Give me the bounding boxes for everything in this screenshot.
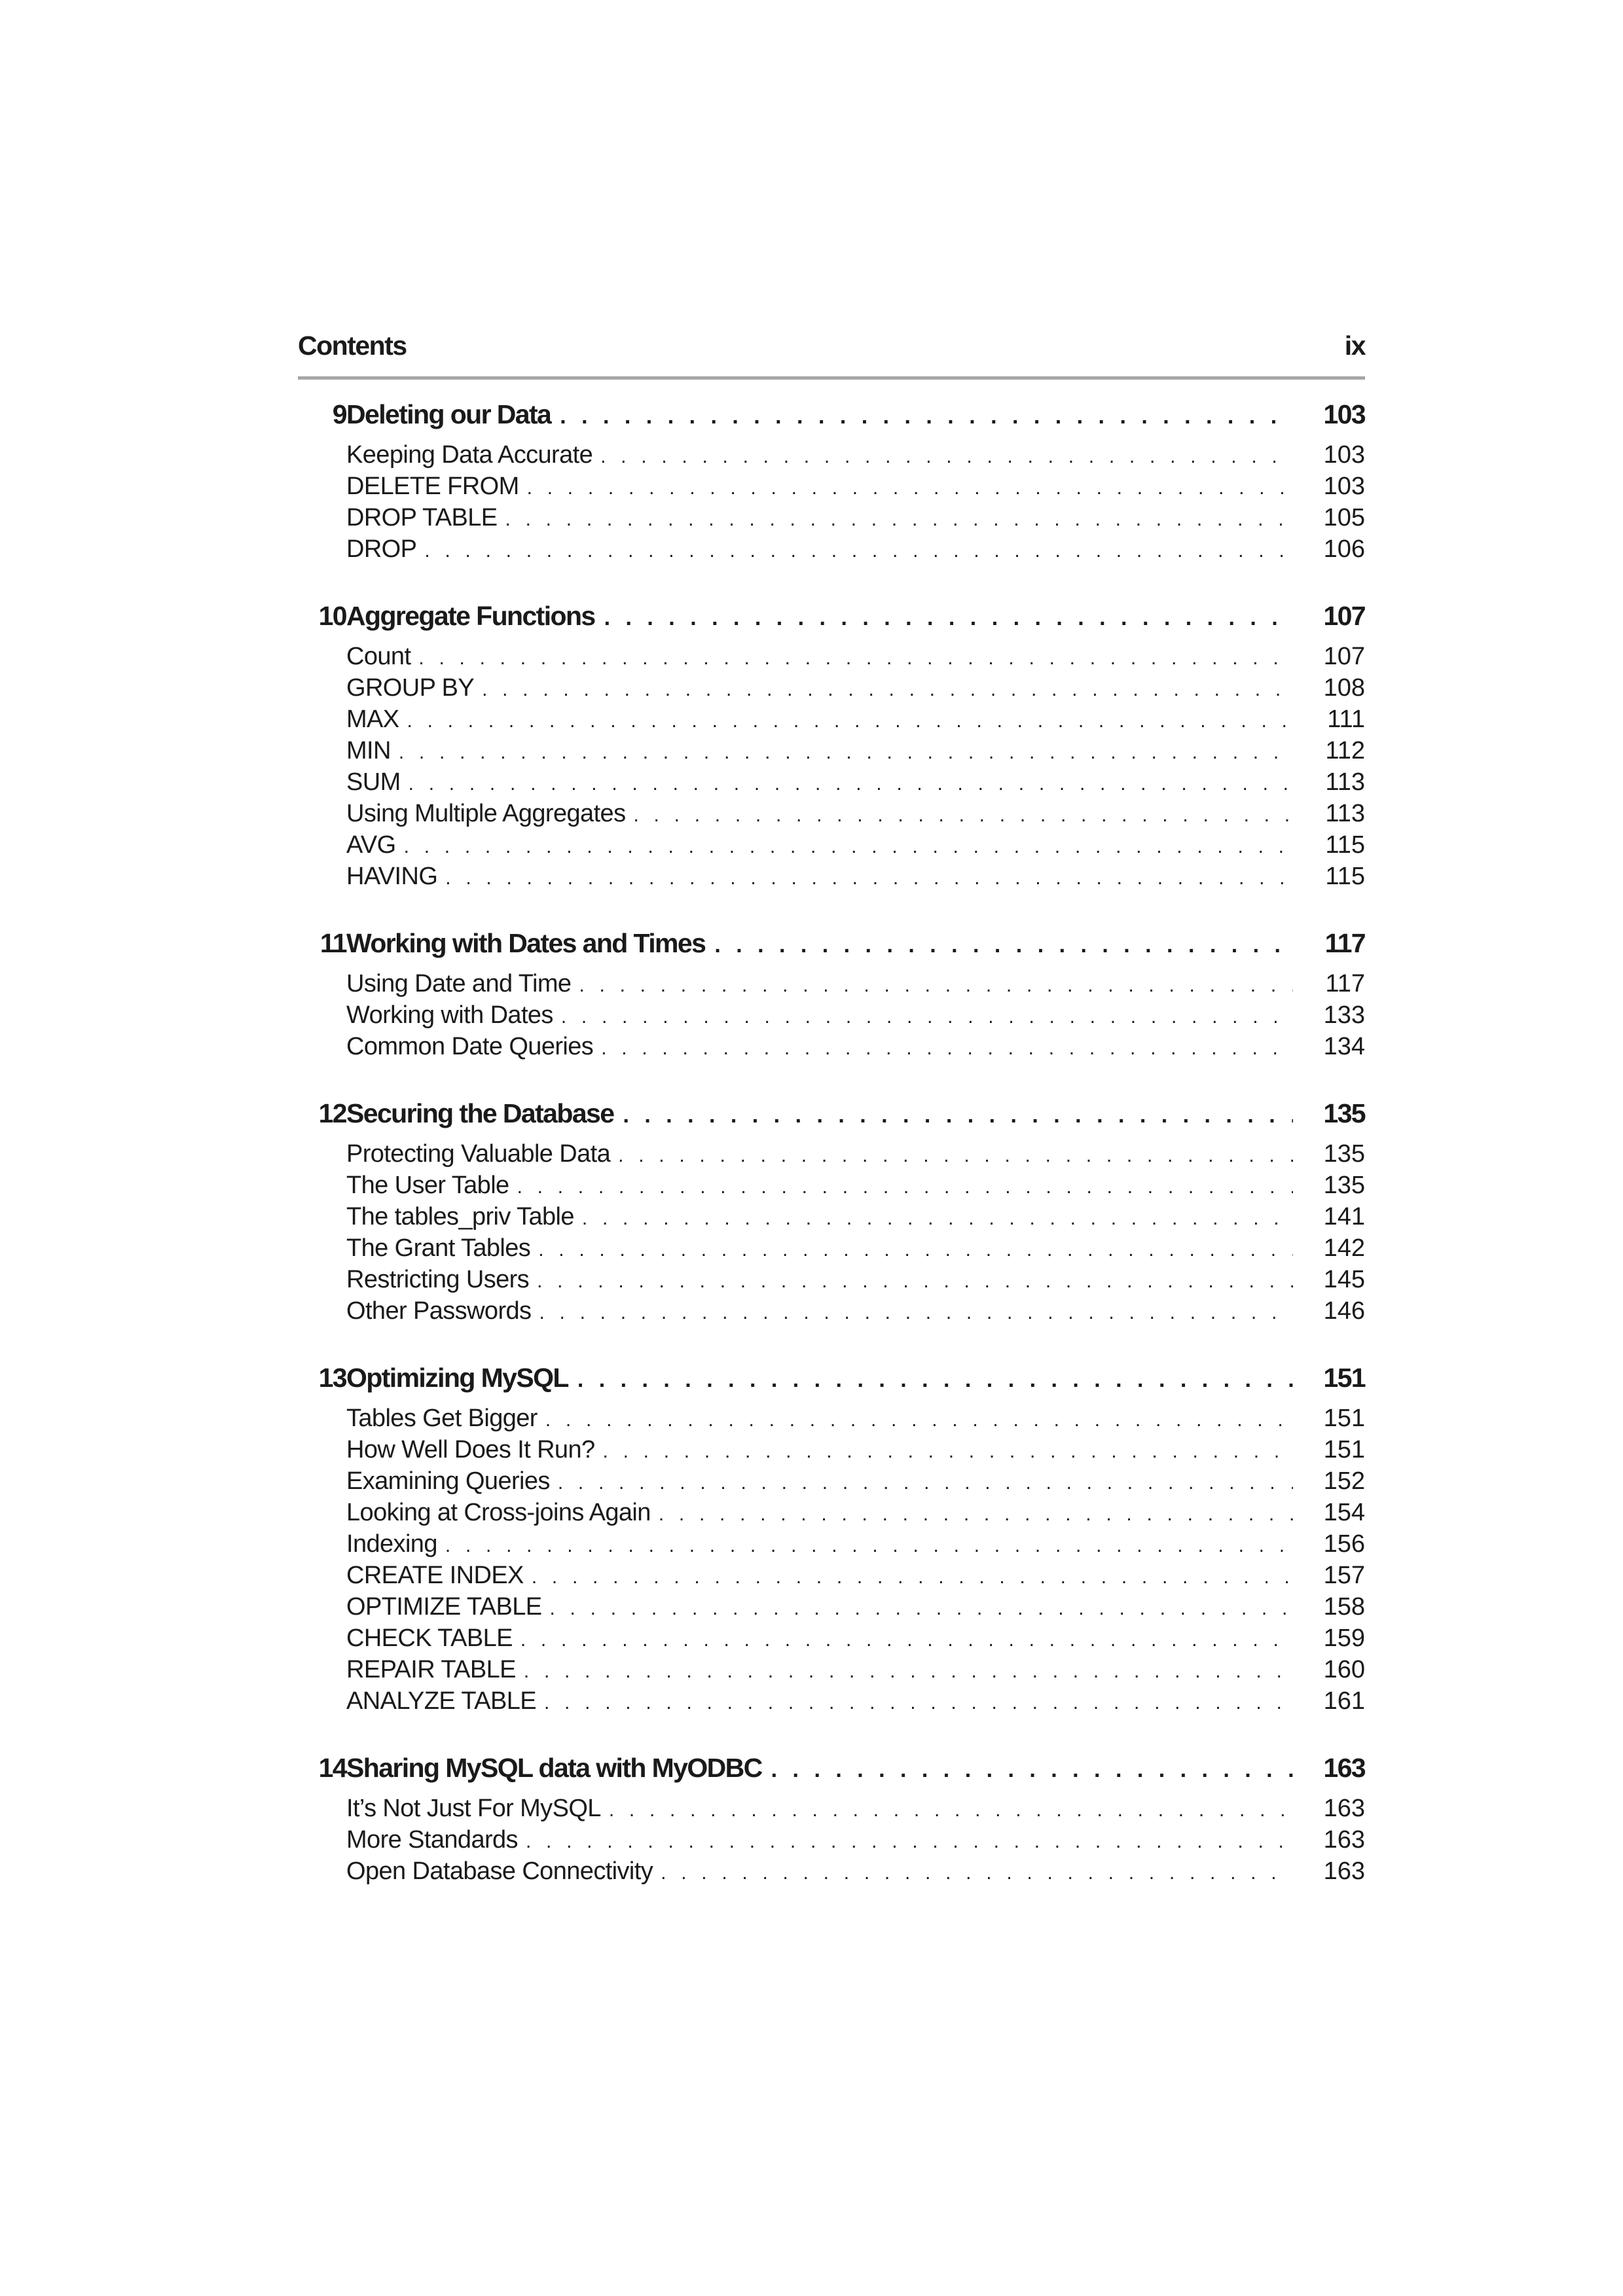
section-page-number: 113 bbox=[1325, 768, 1365, 796]
dot-leader bbox=[445, 1535, 1293, 1557]
chapter-number: 14 bbox=[318, 1753, 346, 1783]
section-page-number: 111 bbox=[1327, 706, 1365, 733]
section-title: Restricting Users bbox=[346, 1266, 530, 1293]
dot-leader bbox=[623, 1103, 1293, 1128]
dot-leader bbox=[600, 446, 1293, 468]
chapter-number: 11 bbox=[319, 928, 346, 958]
dot-leader bbox=[526, 1831, 1293, 1853]
section-page-number: 163 bbox=[1323, 1795, 1365, 1822]
dot-leader bbox=[771, 1757, 1293, 1783]
section-title: It’s Not Just For MySQL bbox=[346, 1795, 601, 1822]
section-title: SUM bbox=[346, 768, 401, 796]
dot-leader bbox=[520, 1629, 1293, 1651]
dot-leader bbox=[601, 1037, 1293, 1060]
dot-leader bbox=[418, 647, 1293, 670]
section-page-number: 156 bbox=[1323, 1530, 1365, 1558]
section-title: DROP TABLE bbox=[346, 504, 498, 531]
section-title: OPTIMIZE TABLE bbox=[346, 1593, 542, 1621]
toc-section-entry[interactable] bbox=[298, 1001, 1365, 1033]
section-title: AVG bbox=[346, 831, 396, 859]
toc-section-entry[interactable] bbox=[298, 441, 1365, 473]
chapter-page-number: 163 bbox=[1323, 1753, 1365, 1783]
dot-leader bbox=[603, 1441, 1293, 1463]
dot-leader bbox=[538, 1239, 1293, 1261]
dot-leader bbox=[399, 742, 1293, 764]
toc-section-entry[interactable] bbox=[298, 1297, 1365, 1329]
section-page-number: 163 bbox=[1323, 1826, 1365, 1854]
dot-leader bbox=[537, 1270, 1293, 1293]
toc-section-entry[interactable] bbox=[298, 1405, 1365, 1436]
section-page-number: 113 bbox=[1325, 800, 1365, 827]
toc-section-entry[interactable] bbox=[298, 1593, 1365, 1624]
chapter-number-cell bbox=[298, 399, 346, 430]
toc-section-entry[interactable] bbox=[298, 1033, 1365, 1064]
section-page-number: 159 bbox=[1323, 1624, 1365, 1652]
section-page-number: 151 bbox=[1323, 1436, 1365, 1463]
toc-section-entry[interactable] bbox=[298, 1234, 1365, 1266]
toc-section-entry[interactable] bbox=[298, 535, 1365, 567]
chapter-title: Deleting our Data bbox=[346, 399, 551, 429]
chapter-title: Aggregate Functions bbox=[346, 601, 595, 631]
toc-section-entry[interactable] bbox=[298, 737, 1365, 768]
toc-page bbox=[298, 331, 1365, 1923]
section-title: Working with Dates bbox=[346, 1001, 553, 1029]
dot-leader bbox=[482, 679, 1293, 701]
dot-leader bbox=[407, 710, 1293, 732]
section-title: Tables Get Bigger bbox=[346, 1405, 538, 1432]
chapter-number-cell bbox=[298, 601, 346, 632]
chapter-page-number: 117 bbox=[1324, 928, 1365, 958]
section-page-number: 105 bbox=[1323, 504, 1365, 531]
dot-leader bbox=[661, 1862, 1293, 1884]
section-title: MIN bbox=[346, 737, 391, 764]
dot-leader bbox=[659, 1503, 1293, 1526]
toc-chapter bbox=[298, 601, 1365, 894]
section-list bbox=[298, 441, 1365, 567]
toc-chapter-entry[interactable] bbox=[298, 928, 1365, 969]
dot-leader bbox=[532, 1566, 1293, 1588]
dot-leader bbox=[424, 540, 1293, 562]
dot-leader bbox=[445, 867, 1293, 889]
section-title: DELETE FROM bbox=[346, 473, 519, 500]
section-page-number: 103 bbox=[1323, 441, 1365, 469]
dot-leader bbox=[560, 404, 1293, 429]
chapter-title: Optimizing MySQL bbox=[346, 1363, 568, 1393]
toc-section-entry[interactable] bbox=[298, 674, 1365, 706]
chapter-page-number: 103 bbox=[1323, 399, 1365, 429]
section-page-number: 152 bbox=[1323, 1467, 1365, 1495]
running-head-title: Contents bbox=[298, 331, 407, 361]
toc-section-entry[interactable] bbox=[298, 863, 1365, 894]
section-page-number: 106 bbox=[1323, 535, 1365, 563]
dot-leader bbox=[604, 605, 1293, 631]
section-page-number: 117 bbox=[1325, 970, 1365, 997]
toc-chapter-entry[interactable] bbox=[298, 399, 1365, 440]
section-title: Count bbox=[346, 643, 411, 670]
section-page-number: 161 bbox=[1323, 1687, 1365, 1715]
section-page-number: 163 bbox=[1323, 1857, 1365, 1885]
dot-leader bbox=[527, 477, 1293, 499]
section-title: Protecting Valuable Data bbox=[346, 1140, 611, 1168]
toc-section-entry[interactable] bbox=[298, 1467, 1365, 1499]
chapter-title: Working with Dates and Times bbox=[346, 928, 706, 958]
chapter-number: 9 bbox=[332, 399, 346, 429]
section-page-number: 103 bbox=[1323, 473, 1365, 500]
section-list bbox=[298, 970, 1365, 1064]
chapter-page-number: 107 bbox=[1323, 601, 1365, 631]
section-title: HAVING bbox=[346, 863, 438, 890]
toc-chapter bbox=[298, 1363, 1365, 1719]
running-head bbox=[298, 331, 1365, 380]
dot-leader bbox=[524, 1660, 1293, 1683]
section-title: CREATE INDEX bbox=[346, 1562, 524, 1589]
section-list bbox=[298, 1405, 1365, 1719]
chapter-page-number: 151 bbox=[1323, 1363, 1365, 1393]
toc-section-entry[interactable] bbox=[298, 1624, 1365, 1656]
section-title: More Standards bbox=[346, 1826, 518, 1854]
dot-leader bbox=[633, 804, 1293, 827]
toc-section-entry[interactable] bbox=[298, 1436, 1365, 1467]
section-title: Examining Queries bbox=[346, 1467, 550, 1495]
toc-section-entry[interactable] bbox=[298, 1656, 1365, 1687]
dot-leader bbox=[409, 773, 1293, 795]
section-page-number: 115 bbox=[1325, 831, 1365, 859]
dot-leader bbox=[579, 975, 1293, 997]
chapter-number: 10 bbox=[318, 601, 346, 631]
section-list bbox=[298, 1795, 1365, 1889]
toc-section-entry[interactable] bbox=[298, 1203, 1365, 1234]
chapter-title: Sharing MySQL data with MyODBC bbox=[346, 1753, 762, 1783]
section-page-number: 154 bbox=[1323, 1499, 1365, 1526]
dot-leader bbox=[505, 509, 1293, 531]
toc-section-entry[interactable] bbox=[298, 1562, 1365, 1593]
chapter-title: Securing the Database bbox=[346, 1098, 614, 1128]
dot-leader bbox=[558, 1472, 1293, 1494]
section-page-number: 160 bbox=[1323, 1656, 1365, 1683]
section-title: The tables_priv Table bbox=[346, 1203, 574, 1230]
dot-leader bbox=[582, 1208, 1293, 1230]
section-title: ANALYZE TABLE bbox=[346, 1687, 536, 1715]
toc-section-entry[interactable] bbox=[298, 473, 1365, 504]
section-page-number: 142 bbox=[1323, 1234, 1365, 1262]
toc-section-entry[interactable] bbox=[298, 800, 1365, 831]
section-title: CHECK TABLE bbox=[346, 1624, 513, 1652]
chapter-number-cell bbox=[298, 1363, 346, 1393]
section-title: DROP bbox=[346, 535, 417, 563]
section-page-number: 135 bbox=[1323, 1140, 1365, 1168]
running-head-page-number: ix bbox=[1344, 331, 1365, 361]
chapter-number-cell bbox=[298, 928, 346, 959]
section-page-number: 134 bbox=[1323, 1033, 1365, 1060]
section-page-number: 146 bbox=[1323, 1297, 1365, 1325]
dot-leader bbox=[549, 1598, 1293, 1620]
section-page-number: 158 bbox=[1323, 1593, 1365, 1621]
section-page-number: 133 bbox=[1323, 1001, 1365, 1029]
section-title: Indexing bbox=[346, 1530, 437, 1558]
dot-leader bbox=[609, 1799, 1293, 1821]
section-title: The User Table bbox=[346, 1172, 509, 1199]
toc-section-entry[interactable] bbox=[298, 1266, 1365, 1297]
section-page-number: 115 bbox=[1325, 863, 1365, 890]
dot-leader bbox=[577, 1367, 1293, 1393]
toc-section-entry[interactable] bbox=[298, 831, 1365, 863]
toc-section-entry[interactable] bbox=[298, 643, 1365, 674]
toc-section-entry[interactable] bbox=[298, 768, 1365, 800]
chapter-number-cell bbox=[298, 1098, 346, 1129]
toc-section-entry[interactable] bbox=[298, 1530, 1365, 1562]
toc-section-entry[interactable] bbox=[298, 1172, 1365, 1203]
section-list bbox=[298, 1140, 1365, 1329]
section-title: Looking at Cross-joins Again bbox=[346, 1499, 651, 1526]
dot-leader bbox=[618, 1145, 1293, 1167]
section-title: Using Date and Time bbox=[346, 970, 572, 997]
toc-section-entry[interactable] bbox=[298, 1857, 1365, 1889]
section-page-number: 145 bbox=[1323, 1266, 1365, 1293]
chapter-number-cell bbox=[298, 1753, 346, 1784]
toc-section-entry[interactable] bbox=[298, 706, 1365, 737]
dot-leader bbox=[544, 1692, 1293, 1714]
toc-chapter bbox=[298, 1753, 1365, 1889]
section-title: The Grant Tables bbox=[346, 1234, 531, 1262]
chapter-number: 12 bbox=[318, 1098, 346, 1128]
section-title: How Well Does It Run? bbox=[346, 1436, 595, 1463]
section-list bbox=[298, 643, 1365, 894]
section-title: GROUP BY bbox=[346, 674, 475, 702]
toc-chapter-entry[interactable] bbox=[298, 1753, 1365, 1793]
toc-section-entry[interactable] bbox=[298, 1499, 1365, 1530]
toc-section-entry[interactable] bbox=[298, 1687, 1365, 1719]
section-title: Using Multiple Aggregates bbox=[346, 800, 626, 827]
toc-chapter-entry[interactable] bbox=[298, 1098, 1365, 1139]
section-page-number: 157 bbox=[1323, 1562, 1365, 1589]
section-title: MAX bbox=[346, 706, 399, 733]
table-of-contents bbox=[298, 399, 1365, 1889]
toc-section-entry[interactable] bbox=[298, 1826, 1365, 1857]
section-title: Other Passwords bbox=[346, 1297, 532, 1325]
section-title: Keeping Data Accurate bbox=[346, 441, 593, 469]
section-title: REPAIR TABLE bbox=[346, 1656, 516, 1683]
toc-section-entry[interactable] bbox=[298, 504, 1365, 535]
section-page-number: 141 bbox=[1323, 1203, 1365, 1230]
toc-chapter bbox=[298, 399, 1365, 567]
section-title: Open Database Connectivity bbox=[346, 1857, 653, 1885]
dot-leader bbox=[561, 1006, 1293, 1028]
toc-chapter bbox=[298, 928, 1365, 1064]
dot-leader bbox=[545, 1409, 1293, 1431]
dot-leader bbox=[404, 836, 1293, 858]
toc-chapter-entry[interactable] bbox=[298, 601, 1365, 641]
dot-leader bbox=[539, 1302, 1293, 1324]
toc-section-entry[interactable] bbox=[298, 970, 1365, 1001]
section-title: Common Date Queries bbox=[346, 1033, 594, 1060]
section-page-number: 112 bbox=[1325, 737, 1365, 764]
dot-leader bbox=[714, 933, 1293, 958]
section-page-number: 107 bbox=[1323, 643, 1365, 670]
toc-section-entry[interactable] bbox=[298, 1140, 1365, 1172]
toc-section-entry[interactable] bbox=[298, 1795, 1365, 1826]
chapter-number: 13 bbox=[318, 1363, 346, 1393]
chapter-page-number: 135 bbox=[1323, 1098, 1365, 1128]
toc-chapter bbox=[298, 1098, 1365, 1329]
section-page-number: 151 bbox=[1323, 1405, 1365, 1432]
toc-chapter-entry[interactable] bbox=[298, 1363, 1365, 1403]
dot-leader bbox=[517, 1176, 1293, 1198]
section-page-number: 135 bbox=[1323, 1172, 1365, 1199]
section-page-number: 108 bbox=[1323, 674, 1365, 702]
